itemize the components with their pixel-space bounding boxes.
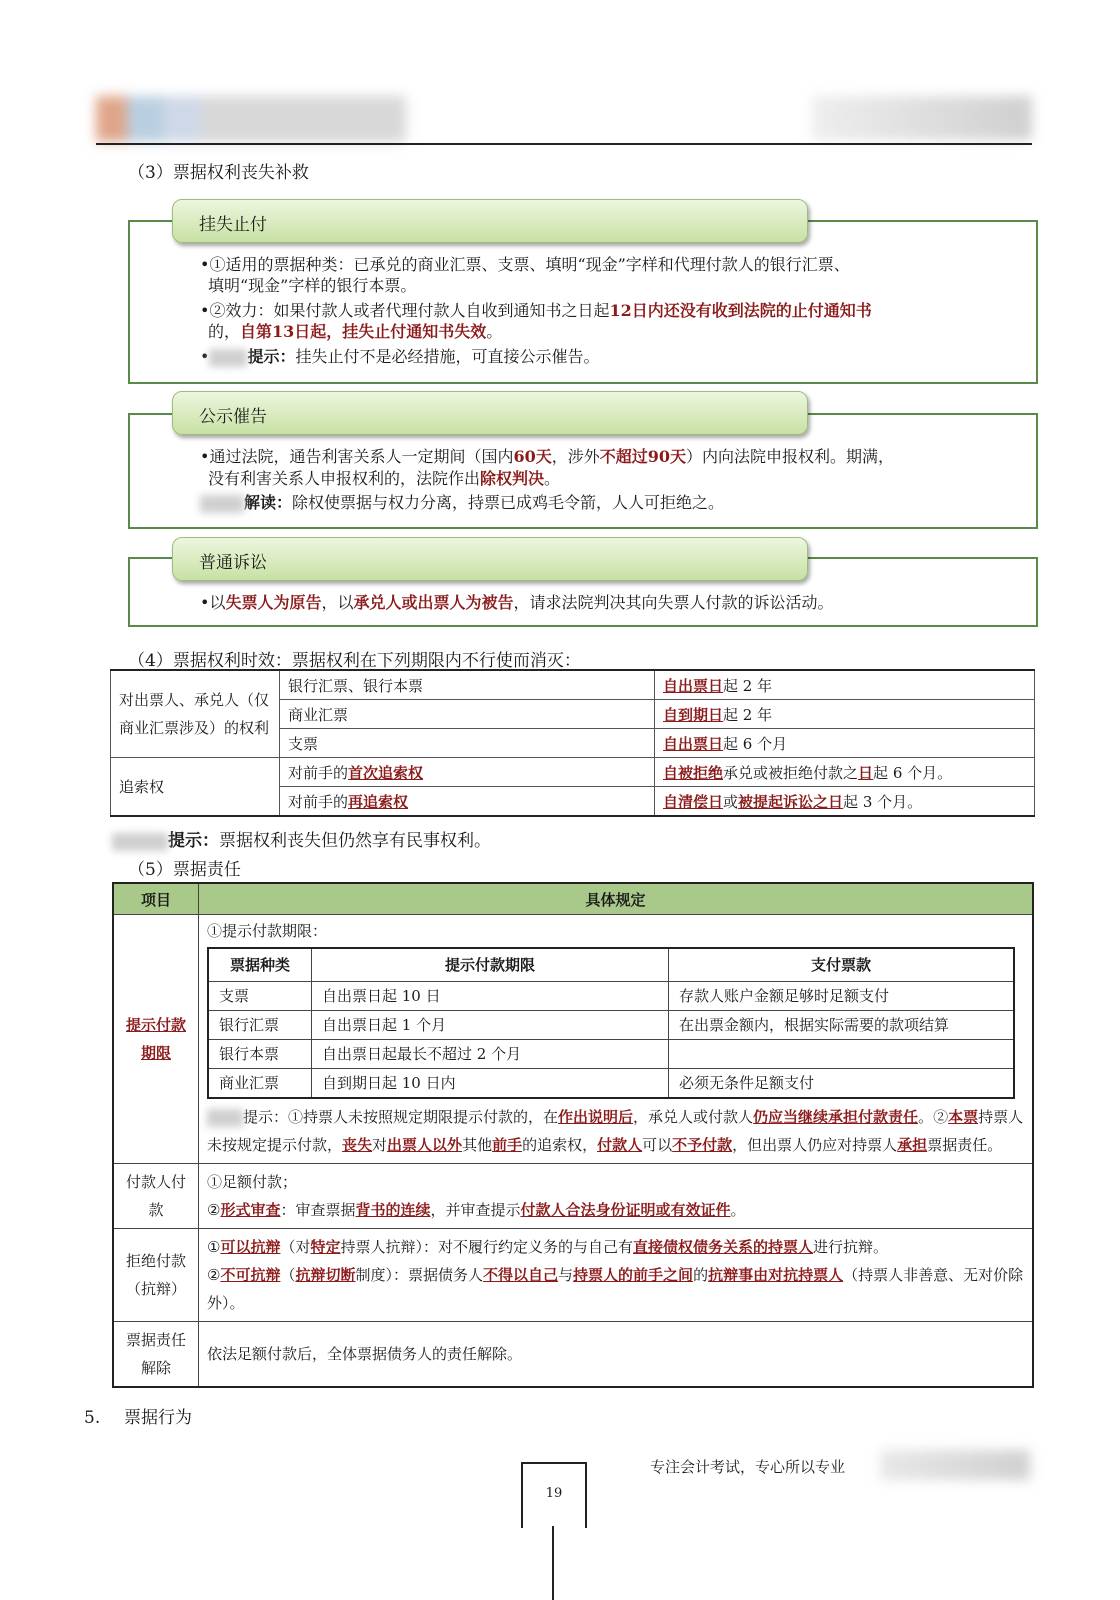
table-row — [113, 1164, 1033, 1229]
inner-cell — [669, 1040, 1015, 1069]
limitation-table — [110, 669, 1035, 817]
cell: 支票 — [280, 729, 655, 758]
row-label: 拒绝付款（抗辩） — [113, 1229, 199, 1322]
box1-line2: 填明“现金”字样的银行本票。 — [208, 276, 417, 295]
box1-line4: 的，自第13日起，挂失止付通知书失效。 — [208, 322, 503, 341]
cell: 银行汇票、银行本票 — [280, 670, 655, 700]
tab-loss-report — [172, 199, 808, 243]
inner-cell: 商业汇票 — [208, 1069, 312, 1099]
redacted-blur — [209, 349, 247, 367]
table-row: 对前手的再追索权 自清偿日或被提起诉讼之日起 3 个月。 — [111, 787, 1035, 817]
footer-logo-blur — [880, 1450, 1030, 1480]
tab-litigation — [172, 537, 808, 581]
tab-public-notice — [172, 391, 808, 435]
box3-line1: •以失票人为原告，以承兑人或出票人为被告，请求法院判决其向失票人付款的诉讼活动。 — [200, 593, 834, 612]
inner-row — [208, 1069, 1014, 1099]
group-label-2: 追索权 — [111, 758, 280, 817]
table-row: 支票 自出票日起 6 个月 — [111, 729, 1035, 758]
inner-cell: 支票 — [208, 982, 312, 1011]
row-label: 付款人付款 — [113, 1164, 199, 1229]
header-rule: 具体规定 — [199, 883, 1034, 915]
inner-payment-table — [207, 947, 1015, 1099]
responsibility-table — [112, 882, 1034, 1388]
inner-cell: 自出票日起 10 日 — [312, 982, 669, 1011]
header-rule — [96, 143, 1032, 145]
inner-cell: 存款人账户金额足够时足额支付 — [669, 982, 1015, 1011]
row3-line2: ②不可抗辩（抗辩切断制度）：票据债务人不得以自己与持票人的前手之间的抗辩事由对抗持票人（持票人非善意、无对价除外）。 — [207, 1266, 1024, 1312]
inner-cell: 在出票金额内，根据实际需要的款项结算 — [669, 1011, 1015, 1040]
header-logo-blur — [96, 96, 406, 142]
table-row: 追索权 对前手的首次追索权 自被拒绝承兑或被拒绝付款之日起 6 个月。 — [111, 758, 1035, 787]
inner-header-cell: 支付票款 — [669, 948, 1015, 982]
tab-loss-report-label: 挂失止付 — [199, 215, 267, 235]
box2-line2: 没有利害关系人申报权利的，法院作出除权判决。 — [208, 469, 561, 488]
inner-cell: 银行本票 — [208, 1040, 312, 1069]
section3-title: （3）票据权利丧失补救 — [128, 163, 309, 183]
row2-line1: ①足额付款； — [207, 1173, 298, 1191]
footer-slogan: 专注会计考试，专心所以专业 — [650, 1458, 846, 1476]
row-label: 提示付款期限 — [125, 1016, 186, 1062]
inner-cell: 银行汇票 — [208, 1011, 312, 1040]
row1-intro: ①提示付款期限： — [207, 922, 328, 940]
inner-row — [208, 1040, 1014, 1069]
section-5-heading: 5. 票据行为 — [84, 1408, 192, 1428]
inner-header-cell: 票据种类 — [208, 948, 312, 982]
box1-line1: •①适用的票据种类：已承兑的商业汇票、支票、填明“现金”字样和代理付款人的银行汇票、 — [200, 255, 850, 274]
row4-text: 依法足额付款后，全体票据债务人的责任解除。 — [199, 1322, 1034, 1388]
inner-row — [208, 1011, 1014, 1040]
inner-cell: 自出票日起最长不超过 2 个月 — [312, 1040, 669, 1069]
box1-line5: • 提示：挂失止付不是必经措施，可直接公示催告。 — [200, 347, 600, 366]
table-row — [113, 1229, 1033, 1322]
section4-title: （4）票据权利时效：票据权利在下列期限内不行使而消灭： — [128, 651, 581, 671]
tab-public-notice-label: 公示催告 — [199, 407, 267, 427]
inner-cell: 自到期日起 10 日内 — [312, 1069, 669, 1099]
header-right-blur — [812, 96, 1032, 140]
box1-line3: •②效力：如果付款人或者代理付款人自收到通知书之日起12日内还没有收到法院的止付通知书 — [200, 301, 872, 320]
tab-litigation-label: 普通诉讼 — [199, 553, 267, 573]
header-item: 项目 — [113, 883, 199, 915]
page-number: 19 — [545, 1486, 563, 1501]
inner-header-cell: 提示付款期限 — [312, 948, 669, 982]
row-label: 票据责任解除 — [113, 1322, 199, 1388]
note-4: 提示：票据权利丧失但仍然享有民事权利。 — [112, 826, 491, 851]
row1-tip: 提示：①持票人未按照规定期限提示付款的，在作出说明后，承兑人或付款人仍应当继续承担付款责任。②本票持票人未按规定提示付款，丧失对出票人以外其他前手的追索权，付款人可以不予付款，但出票人仍应对持票人承担票据责任。 — [207, 1108, 1024, 1154]
inner-header-row — [208, 948, 1014, 982]
table-row — [113, 915, 1033, 1164]
row2-line2: ②形式审查：审查票据背书的连续，并审查提示付款人合法身份证明或有效证件。 — [207, 1201, 746, 1219]
inner-row — [208, 982, 1014, 1011]
section5-title: （5）票据责任 — [128, 860, 241, 880]
table-row: 对出票人、承兑人（仅商业汇票涉及）的权利 银行汇票、银行本票 自出票日起 2 年 — [111, 670, 1035, 700]
table-header-row — [113, 883, 1033, 915]
redacted-blur — [200, 495, 244, 513]
cell: 商业汇票 — [280, 700, 655, 729]
redacted-blur — [112, 833, 168, 851]
inner-cell: 必须无条件足额支付 — [669, 1069, 1015, 1099]
table-row — [113, 1322, 1033, 1388]
page-number-stem — [552, 1526, 554, 1600]
redacted-blur — [207, 1109, 243, 1127]
box2-line3: 解读：除权使票据与权力分离，持票已成鸡毛令箭，人人可拒绝之。 — [200, 492, 724, 514]
group-label-1: 对出票人、承兑人（仅商业汇票涉及）的权利 — [111, 670, 280, 758]
inner-cell: 自出票日起 1 个月 — [312, 1011, 669, 1040]
box2-line1: •通过法院，通告利害关系人一定期间（国内60天，涉外不超过90天）内向法院申报权利。期满， — [200, 447, 895, 466]
table-row: 商业汇票 自到期日起 2 年 — [111, 700, 1035, 729]
row3-line1: ①可以抗辩（对特定持票人抗辩）：对不履行约定义务的与自己有直接债权债务关系的持票人进行抗辩。 — [207, 1238, 889, 1256]
